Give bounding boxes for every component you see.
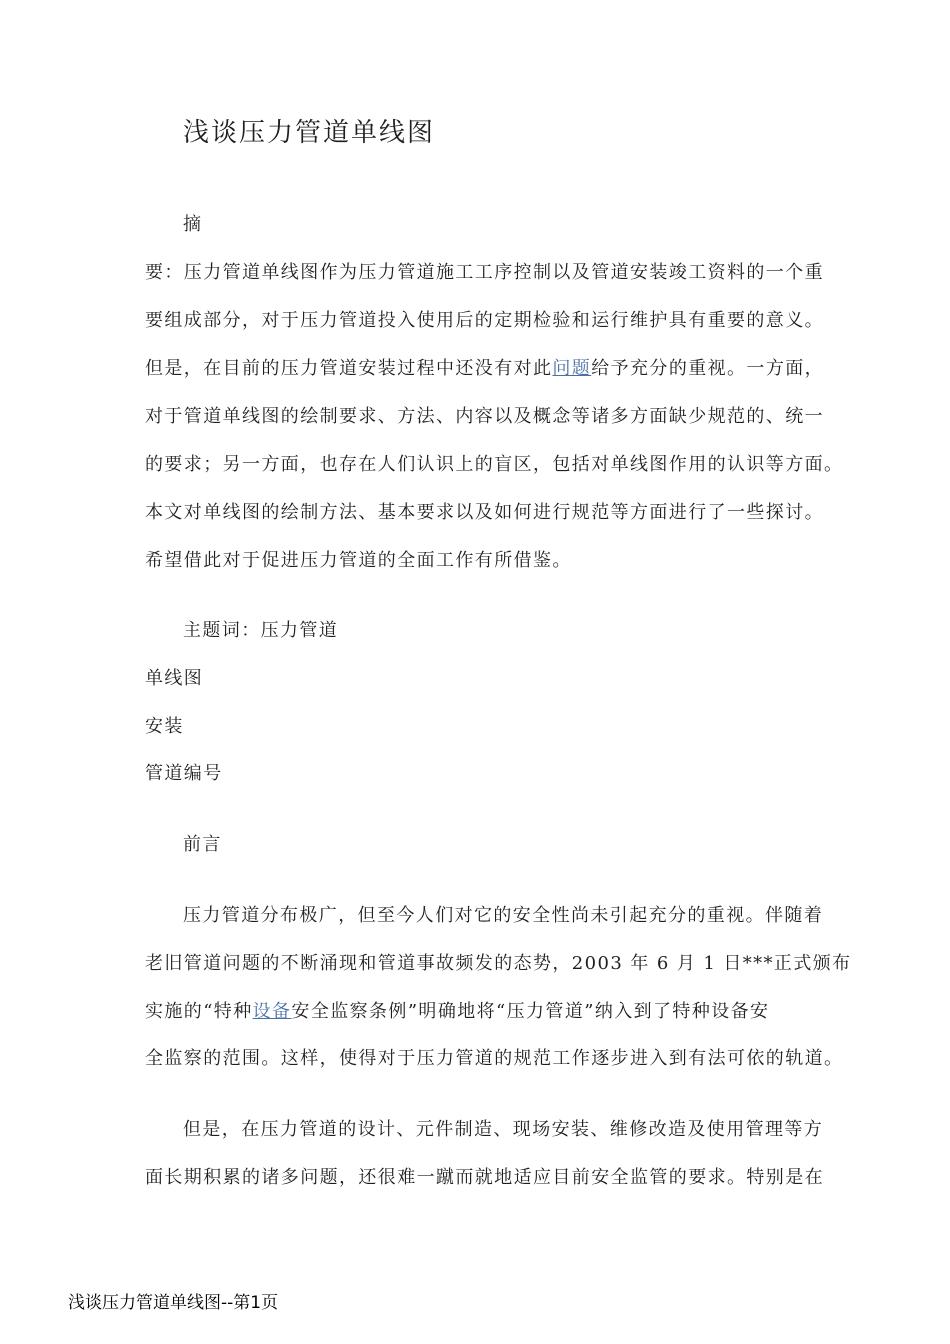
problem-link[interactable]: 问题	[552, 358, 592, 379]
keyword-item: 安装	[145, 716, 184, 737]
preface-heading: 前言	[183, 834, 222, 855]
abstract-line: 对于管道单线图的绘制要求、方法、内容以及概念等诸多方面缺少规范的、统一	[145, 406, 824, 427]
preface-line: 老旧管道问题的不断涌现和管道事故频发的态势，2003 年 6 月 1 日***正式颁布	[145, 953, 852, 974]
preface-line-text: 安全监察条例”明确地将“压力管道”纳入到了特种设备安	[291, 1001, 770, 1022]
abstract-head: 摘	[183, 214, 203, 235]
equipment-link[interactable]: 设备	[252, 1001, 292, 1022]
page-footer: 浅谈压力管道单线图--第1页	[68, 1293, 279, 1313]
keywords-label: 主题词：压力管道	[183, 620, 339, 641]
preface-line-text: 实施的“特种	[145, 1001, 253, 1022]
abstract-line	[145, 354, 824, 380]
abstract-line: 的要求；另一方面，也存在人们认识上的盲区，包括对单线图作用的认识等方面。	[145, 454, 844, 475]
preface-line: 全监察的范围。这样，使得对于压力管道的规范工作逐步进入到有法可依的轨道。	[145, 1048, 844, 1069]
preface-line: 但是，在压力管道的设计、元件制造、现场安装、维修改造及使用管理等方	[183, 1119, 824, 1140]
abstract-line: 本文对单线图的绘制方法、基本要求以及如何进行规范等方面进行了一些探讨。	[145, 502, 824, 523]
abstract-line: 要组成部分，对于压力管道投入使用后的定期检验和运行维护具有重要的意义。	[145, 310, 824, 331]
abstract-line-text: 但是，在目前的压力管道安装过程中还没有对此	[145, 358, 553, 379]
keyword-item: 管道编号	[145, 763, 223, 784]
preface-line: 压力管道分布极广，但至今人们对它的安全性尚未引起充分的重视。伴随着	[183, 905, 824, 926]
abstract-line-text: 给予充分的重视。一方面，	[591, 358, 825, 379]
abstract-line: 要：压力管道单线图作为压力管道施工工序控制以及管道安装竣工资料的一个重	[145, 262, 824, 283]
preface-line: 面长期积累的诸多问题，还很难一蹴而就地适应目前安全监管的要求。特别是在	[145, 1167, 824, 1188]
preface-line	[145, 997, 769, 1023]
abstract-line: 希望借此对于促进压力管道的全面工作有所借鉴。	[145, 550, 572, 571]
document-title: 浅谈压力管道单线图	[183, 118, 436, 148]
keyword-item: 单线图	[145, 668, 204, 689]
